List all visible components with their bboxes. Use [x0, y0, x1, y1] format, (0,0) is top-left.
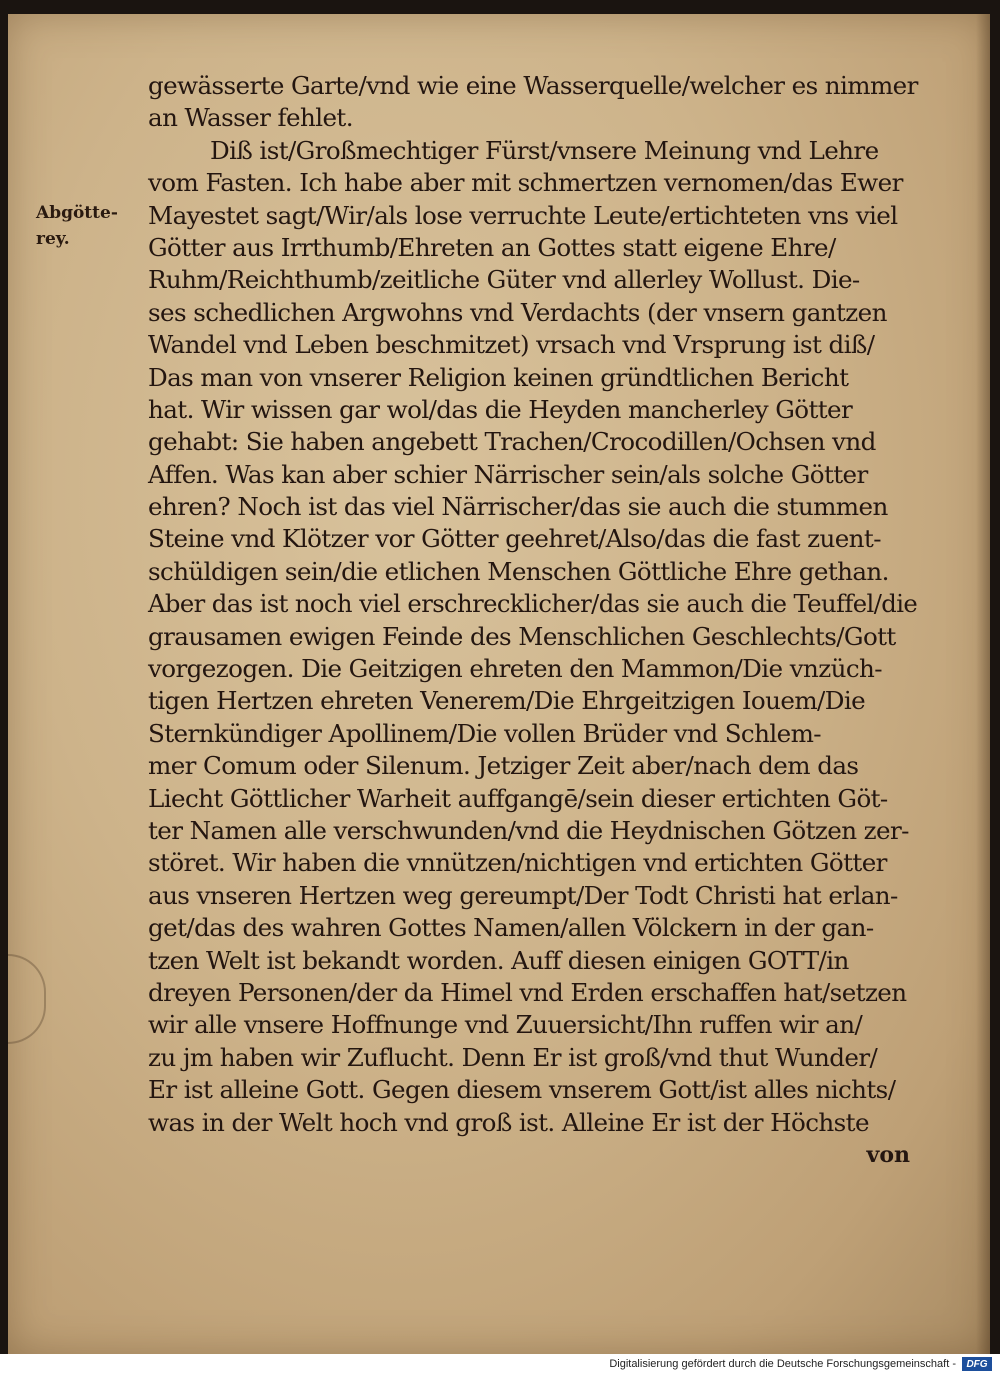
margin-note [36, 200, 144, 252]
scanned-page [8, 14, 990, 1354]
text-line: ter Namen alle verschwunden/vnd die Heydnischen Götzen zer- [148, 815, 909, 845]
text-line: Affen. Was kan aber schier Närrischer sein/als solche Götter [148, 459, 868, 489]
text-line: grausamen ewigen Feinde des Menschlichen Geschlechts/Gott [148, 621, 896, 651]
text-line: get/das des wahren Gottes Namen/allen Völckern in der gan- [148, 913, 874, 943]
text-line: ehren? Noch ist das viel Närrischer/das sie auch die stummen [148, 492, 888, 522]
margin-note-line: rey. [36, 229, 70, 249]
margin-note-line: Abgötte- [36, 203, 118, 223]
text-line: hat. Wir wissen gar wol/das die Heyden mancherley Götter [148, 394, 853, 424]
text-line: was in der Welt hoch vnd groß ist. Alleine Er ist der Höchste [148, 1107, 869, 1137]
text-line: Mayestet sagt/Wir/als lose verruchte Leute/ertichteten vns viel [148, 200, 898, 230]
text-line: Ruhm/Reichthumb/zeitliche Güter vnd allerley Wollust. Die- [148, 265, 860, 295]
text-line: zu jm haben wir Zuflucht. Denn Er ist groß/vnd thut Wunder/ [148, 1042, 878, 1072]
text-line: Sternkündiger Apollinem/Die vollen Brüder vnd Schlem- [148, 718, 822, 748]
text-line: Götter aus Irrthumb/Ehreten an Gottes statt eigene Ehre/ [148, 232, 836, 262]
text-line: Diß ist/Großmechtiger Fürst/vnsere Meinung vnd Lehre [210, 135, 879, 165]
text-line: vom Fasten. Ich habe aber mit schmertzen vernomen/das Ewer [148, 168, 903, 198]
text-line: tzen Welt ist bekandt worden. Auff diesen einigen GOTT/in [148, 945, 849, 975]
text-line: mer Comum oder Silenum. Jetziger Zeit aber/nach dem das [148, 751, 859, 781]
text-line: Das man von vnserer Religion keinen gründtlichen Bericht [148, 362, 849, 392]
text-line: Aber das ist noch viel erschrecklicher/das sie auch die Teuffel/die [148, 589, 918, 619]
dfg-logo: DFG [962, 1357, 992, 1371]
text-line: aus vnseren Hertzen weg gereumpt/Der Todt Christi hat erlan- [148, 880, 898, 910]
text-line: Liecht Göttlicher Warheit auffgangē/sein dieser ertichten Göt- [148, 783, 888, 813]
footer-bar [0, 1354, 1000, 1374]
text-line: Wandel vnd Leben beschmitzet) vrsach vnd Vrsprung ist diß/ [148, 330, 875, 360]
text-line: dreyen Personen/der da Himel vnd Erden erschaffen hat/setzen [148, 977, 907, 1007]
text-line: Steine vnd Klötzer vor Götter geehret/Also/das die fast zuent- [148, 524, 881, 554]
text-line: gewässerte Garte/vnd wie eine Wasserquelle/welcher es nimmer [148, 71, 918, 100]
text-line: tigen Hertzen ehreten Venerem/Die Ehrgeitzigen Iouem/Die [148, 686, 866, 716]
text-line: Er ist alleine Gott. Gegen diesem vnserem Gott/ist alles nichts/ [148, 1075, 896, 1105]
binding-clip-mark [8, 954, 46, 1044]
text-line: an Wasser fehlet. [148, 103, 353, 133]
text-line: wir alle vnsere Hoffnunge vnd Zuuersicht/Ihn ruffen wir an/ [148, 1010, 863, 1040]
text-line: gehabt: Sie haben angebett Trachen/Crocodillen/Ochsen vnd [148, 427, 876, 457]
body-text [148, 70, 918, 1139]
text-line: schüldigen sein/die etlichen Menschen Göttliche Ehre gethan. [148, 556, 889, 586]
text-line: störet. Wir haben die vnnützen/nichtigen vnd ertichten Götter [148, 848, 887, 878]
funding-notice: Digitalisierung gefördert durch die Deutsche Forschungsgemeinschaft - [609, 1358, 956, 1370]
catchword: von [866, 1142, 910, 1168]
page-edge-shadow [976, 14, 990, 1354]
text-line: vorgezogen. Die Geitzigen ehreten den Mammon/Die vnzüch- [148, 654, 882, 684]
text-line: ses schedlichen Argwohns vnd Verdachts (der vnsern gantzen [148, 297, 887, 327]
